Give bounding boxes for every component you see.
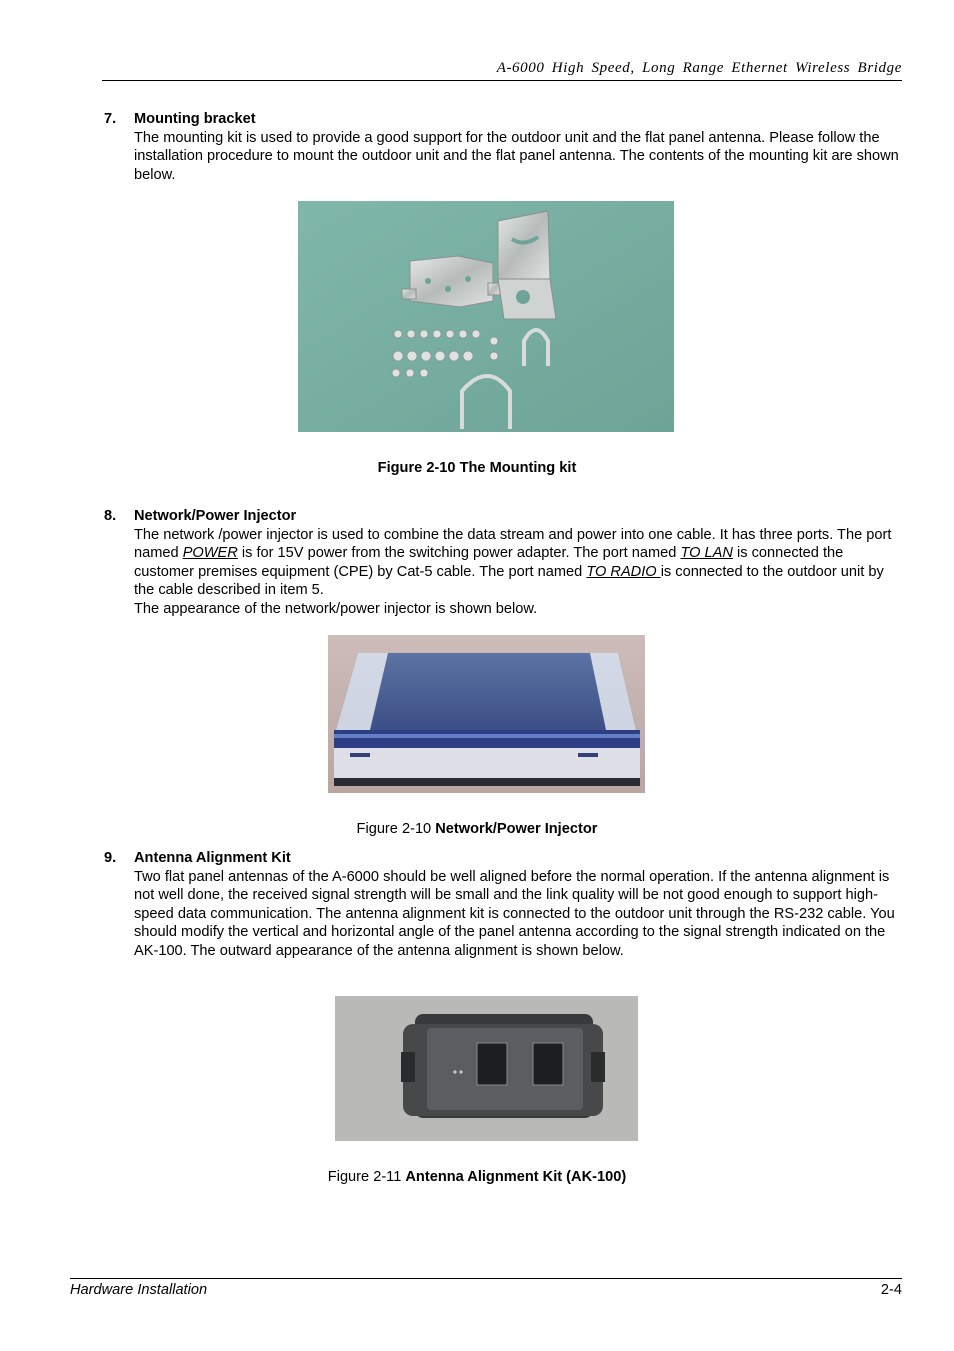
section-number: 7. <box>104 111 117 127</box>
section-title: Network/Power Injector <box>134 508 297 524</box>
section-number: 9. <box>104 850 117 866</box>
section-antenna-alignment-kit <box>104 849 904 960</box>
section-text: The mounting kit is used to provide a good support for the outdoor unit and the flat panel antenna. Please follow the installation procedure to mount the outdoor unit and the flat panel antenna. The contents of the mounting kit are shown below. <box>134 129 899 183</box>
port-power: POWER <box>182 545 238 561</box>
figure-caption-mounting-kit: Figure 2-10 The Mounting kit <box>377 460 577 476</box>
figure-caption-injector: Figure 2-10 Network/Power Injector <box>356 821 598 837</box>
page-number: 2-4 <box>880 1282 902 1298</box>
figure-caption-alignment-kit: Figure 2-11 Antenna Alignment Kit (AK-100) <box>327 1169 627 1185</box>
page-footer <box>70 1278 902 1298</box>
header-title: A-6000 High Speed, Long Range Ethernet Wireless Bridge <box>496 60 902 76</box>
port-to-lan: TO LAN <box>680 545 733 561</box>
mounting-kit-photo <box>298 201 674 432</box>
section-mounting-bracket <box>104 110 904 184</box>
section-text: Two flat panel antennas of the A-6000 should be well aligned before the normal operation. If the antenna alignment is not well done, the received signal strength will be small and the link quality will be not good enough to support high-speed data communication. The antenna alignment kit is connected to the outdoor unit through the RS-232 cable. You should modify the vertical and horizontal angle of the panel antenna according to the signal strength indicated on the AK-100. The outward appearance of the antenna alignment is shown below. <box>134 868 895 959</box>
section-text-2: The appearance of the network/power injector is shown below. <box>134 600 538 617</box>
section-title: Mounting bracket <box>134 111 256 127</box>
section-title: Antenna Alignment Kit <box>134 850 291 866</box>
footer-chapter: Hardware Installation <box>70 1282 208 1298</box>
antenna-alignment-kit-photo <box>335 996 638 1141</box>
section-number: 8. <box>104 508 117 524</box>
page-header <box>102 60 902 81</box>
section-text: The network /power injector is used to combine the data stream and power into one cable. It has three ports. The port named POWER is for 15V power from the switching power adapter. The port named TO LAN is connected the customer premises equipment (CPE) by Cat-5 cable. The port named TO RADIO is connected to the outdoor unit by the cable described in item 5. <box>134 526 892 598</box>
network-power-injector-photo <box>328 635 645 793</box>
port-to-radio: TO RADIO <box>586 563 661 580</box>
section-network-power-injector <box>104 507 904 618</box>
